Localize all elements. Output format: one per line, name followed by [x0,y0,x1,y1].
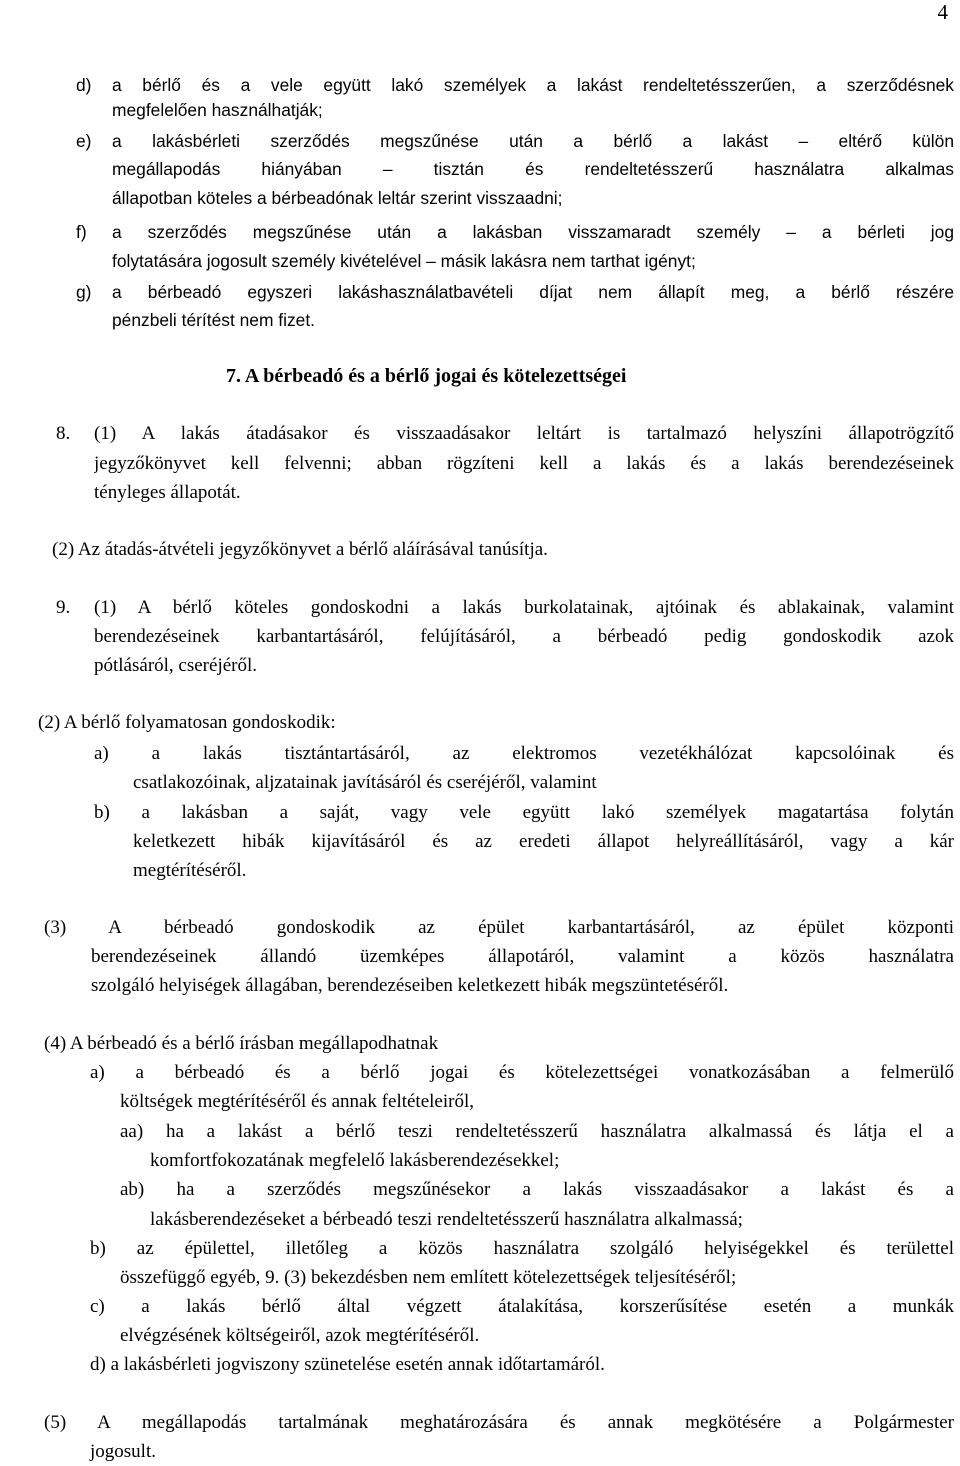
list-label-e: e) [76,131,92,151]
s9-p4-intro: (4) A bérbeadó és a bérlő írásban megállapodhatnak [44,1033,439,1054]
s8-p2: (2) Az átadás-átvételi jegyzőkönyvet a bérlő aláírásával tanúsítja. [52,539,548,560]
list-item-g-line-2: pénzbeli térítést nem fizet. [112,310,315,330]
s9-p4-ab-line-2: lakásberendezéseket a bérbeadó teszi rendeltetésszerű használatra alkalmassá; [150,1209,743,1230]
list-label-g: g) [76,282,92,302]
s9-p2-b-line-1: b) a lakásban a saját, vagy vele együtt lakó személyek magatartása folytán [94,802,954,823]
list-item-d-line-2: megfelelően használhatják; [112,100,323,120]
list-item-d-line-1: a bérlő és a vele együtt lakó személyek a lakást rendeltetésszerűen, a szerződésnek [112,75,954,95]
list-item-g-line-1: a bérbeadó egyszeri lakáshasználatbavételi díjat nem állapít meg, a bérlő részére [112,282,954,302]
s9-p1-line-1: (1) A bérlő köteles gondoskodni a lakás burkolatainak, ajtóinak és ablakainak, valamint [94,597,954,618]
list-item-e-line-1: a lakásbérleti szerződés megszűnése után a bérlő a lakást – eltérő külön [112,131,954,151]
s9-p1-line-3: pótlásáról, cseréjéről. [94,655,258,676]
page-number: 4 [937,0,948,24]
list-label-d: d) [76,75,92,95]
s9-p4-d: d) a lakásbérleti jogviszony szünetelése esetén annak időtartamáról. [90,1354,605,1375]
s8-p1-line-3: tényleges állapotát. [94,482,241,503]
s8-p1-line-2: jegyzőkönyvet kell felvenni; abban rögzíteni kell a lakás és a lakás berendezéseinek [94,453,954,474]
s9-p3-line-2: berendezéseinek állandó üzemképes állapotáról, valamint a közös használatra [91,946,954,967]
s9-p4-a-line-2: költségek megtérítéséről és annak feltételeiről, [120,1091,474,1112]
s8-p1-line-1: (1) A lakás átadásakor és visszaadásakor leltárt is tartalmazó helyszíni állapotrögzítő [94,423,954,444]
section-9-number: 9. [56,597,71,618]
list-item-f-line-1: a szerződés megszűnése után a lakásban visszamaradt személy – a bérleti jog [112,222,954,242]
list-item-e-line-3: állapotban köteles a bérbeadónak leltár szerint visszaadni; [112,188,563,208]
s9-p3-line-3: szolgáló helyiségek állagában, berendezéseiben keletkezett hibák megszüntetéséről. [91,975,729,996]
s9-p4-aa-line-2: komfortfokozatának megfelelő lakásberendezésekkel; [150,1150,560,1171]
s9-p4-aa-line-1: aa) ha a lakást a bérlő teszi rendeltetésszerű használatra alkalmassá és látja el a [120,1121,954,1142]
s9-p4-b-line-1: b) az épülettel, illetőleg a közös használatra szolgáló helyiségekkel és területtel [90,1238,954,1259]
s9-p2-b-line-2: keletkezett hibák kijavításáról és az eredeti állapot helyreállításáról, vagy a kár [133,831,954,852]
section-heading: 7. A bérbeadó és a bérlő jogai és kötelezettségei [226,365,627,387]
list-item-e-line-2: megállapodás hiányában – tisztán és rendeltetésszerű használatra alkalmas [112,159,954,179]
s9-p5-line-1: (5) A megállapodás tartalmának meghatározására és annak megkötésére a Polgármester [44,1412,954,1433]
s9-p4-ab-line-1: ab) ha a szerződés megszűnésekor a lakás visszaadásakor a lakást és a [120,1179,954,1200]
s9-p5-line-2: jogosult. [90,1441,156,1462]
s9-p2-a-line-2: csatlakozóinak, aljzatainak javításáról és cseréjéről, valamint [133,772,597,793]
s9-p1-line-2: berendezéseinek karbantartásáról, felújításáról, a bérbeadó pedig gondoskodik azok [94,626,954,647]
s9-p2-a-line-1: a) a lakás tisztántartásáról, az elektromos vezetékhálózat kapcsolóinak és [94,743,954,764]
s9-p4-a-line-1: a) a bérbeadó és a bérlő jogai és kötelezettségei vonatkozásában a felmerülő [90,1062,954,1083]
list-label-f: f) [76,222,87,242]
list-item-f-line-2: folytatására jogosult személy kivételével – másik lakásra nem tarthat igényt; [112,251,696,271]
s9-p2-b-line-3: megtérítéséről. [133,860,247,881]
s9-p3-line-1: (3) A bérbeadó gondoskodik az épület karbantartásáról, az épület központi [44,917,954,938]
s9-p4-c-line-1: c) a lakás bérlő által végzett átalakítása, korszerűsítése esetén a munkák [90,1296,954,1317]
section-8-number: 8. [56,423,71,444]
s9-p2-intro: (2) A bérlő folyamatosan gondoskodik: [38,712,336,733]
s9-p4-c-line-2: elvégzésének költségeiről, azok megtérítéséről. [120,1325,480,1346]
s9-p4-b-line-2: összefüggő egyéb, 9. (3) bekezdésben nem említett kötelezettségek teljesítéséről; [120,1267,737,1288]
